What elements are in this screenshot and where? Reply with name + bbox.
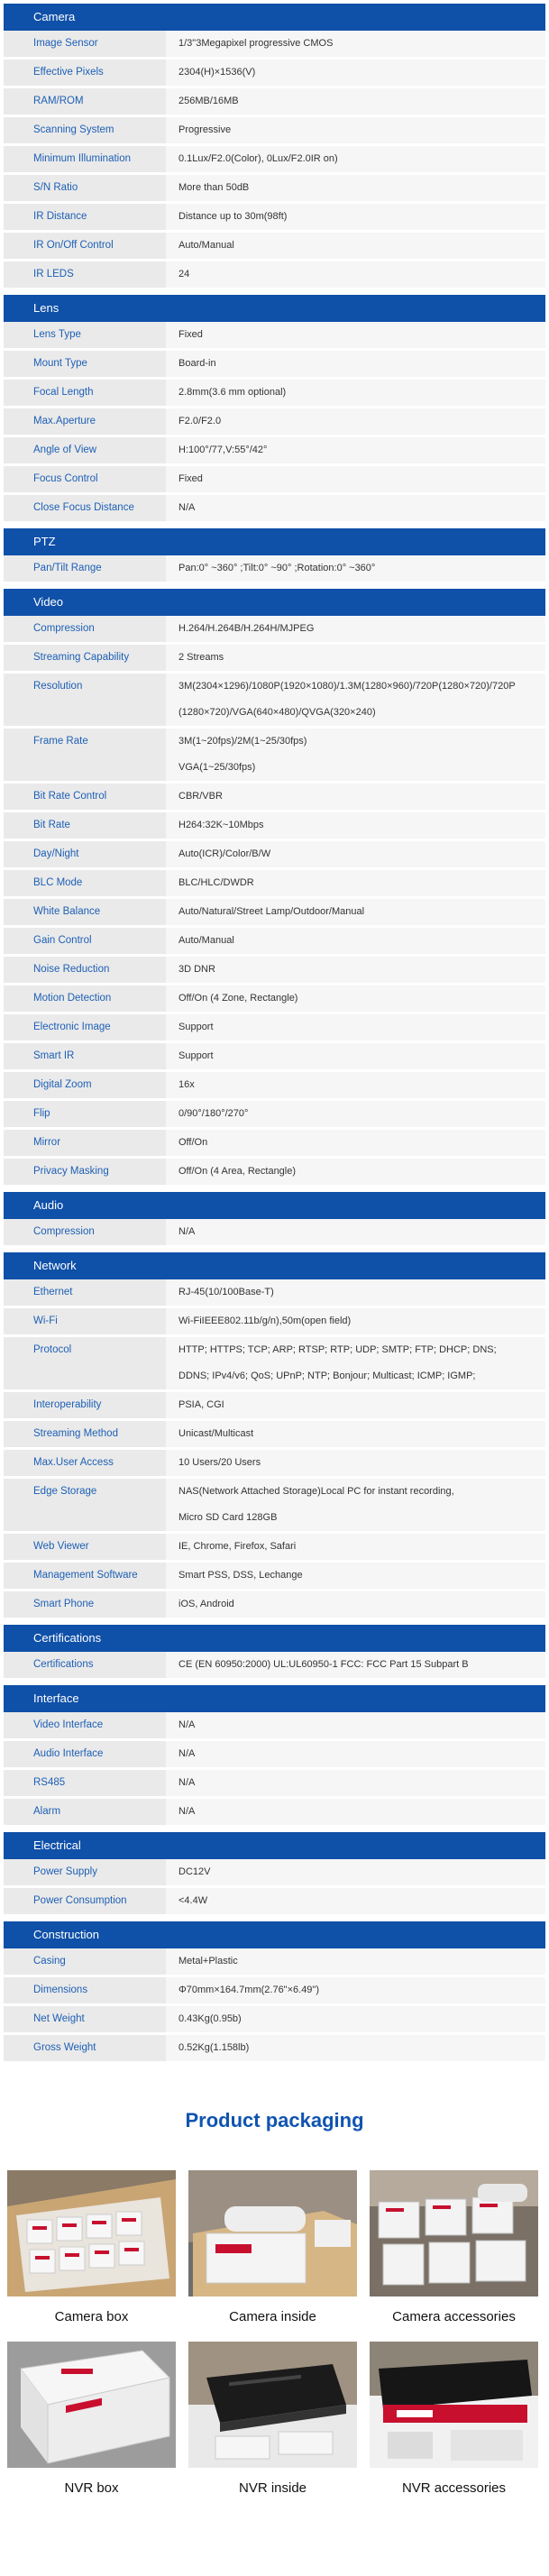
spec-label: Bit Rate <box>4 812 166 839</box>
spec-label: Net Weight <box>4 2006 166 2032</box>
camera-inside-photo <box>188 2170 357 2296</box>
spec-label: Mirror <box>4 1130 166 1156</box>
spec-row <box>4 555 545 584</box>
spec-value-line: Unicast/Multicast <box>178 1428 254 1439</box>
spec-value-line: N/A <box>178 1777 196 1788</box>
spec-section <box>4 589 545 1187</box>
spec-row <box>4 233 545 261</box>
spec-value <box>166 1130 545 1156</box>
spec-row <box>4 1159 545 1187</box>
spec-value <box>166 1859 545 1885</box>
spec-value-line: Pan:0° ~360° ;Tilt:0° ~90° ;Rotation:0° ~360° <box>178 563 376 573</box>
spec-value <box>166 899 545 925</box>
spec-value <box>166 408 545 435</box>
spec-value <box>166 1279 545 1306</box>
spec-value <box>166 466 545 492</box>
spec-value-line: H.264/H.264B/H.264H/MJPEG <box>178 623 315 634</box>
spec-row <box>4 1534 545 1563</box>
spec-value <box>166 1534 545 1560</box>
spec-value-line: HTTP; HTTPS; TCP; ARP; RTSP; RTP; UDP; SMTP; FTP; DHCP; DNS; <box>178 1344 497 1355</box>
spec-section <box>4 1685 545 1828</box>
spec-value-line: Support <box>178 1022 214 1032</box>
spec-value-line: 3D DNR <box>178 964 215 975</box>
spec-label: RAM/ROM <box>4 88 166 115</box>
spec-row <box>4 351 545 380</box>
spec-label: Digital Zoom <box>4 1072 166 1098</box>
section-header: Certifications <box>4 1625 545 1652</box>
spec-value-line: Auto/Manual <box>178 935 234 946</box>
spec-value-line: 0/90°/180°/270° <box>178 1108 249 1119</box>
spec-row <box>4 380 545 408</box>
spec-value-line: NAS(Network Attached Storage)Local PC for instant recording, <box>178 1486 454 1497</box>
spec-value <box>166 88 545 115</box>
spec-value <box>166 1450 545 1476</box>
spec-label: Frame Rate <box>4 729 166 781</box>
spec-label: Minimum Illumination <box>4 146 166 172</box>
spec-value-line: Fixed <box>178 473 203 484</box>
section-header: Interface <box>4 1685 545 1712</box>
spec-label: Edge Storage <box>4 1479 166 1531</box>
spec-label: Focus Control <box>4 466 166 492</box>
spec-value-line: Progressive <box>178 124 232 135</box>
spec-row <box>4 204 545 233</box>
spec-value-line: 10 Users/20 Users <box>178 1457 261 1468</box>
spec-label: Compression <box>4 616 166 642</box>
spec-label: Mount Type <box>4 351 166 377</box>
spec-label: Effective Pixels <box>4 60 166 86</box>
spec-value-line: F2.0/F2.0 <box>178 416 222 426</box>
spec-section <box>4 295 545 524</box>
spec-value <box>166 1159 545 1185</box>
spec-value-line: RJ-45(10/100Base-T) <box>178 1287 274 1297</box>
spec-value-line: CBR/VBR <box>178 791 223 802</box>
packaging-tile <box>370 2170 538 2342</box>
spec-row <box>4 1563 545 1591</box>
spec-row <box>4 1337 545 1392</box>
spec-row <box>4 784 545 812</box>
packaging-caption: Camera box <box>54 2309 129 2324</box>
spec-label: Flip <box>4 1101 166 1127</box>
spec-row <box>4 1591 545 1620</box>
spec-value <box>166 1479 545 1531</box>
packaging-caption: NVR accessories <box>401 2480 507 2496</box>
spec-row <box>4 928 545 957</box>
spec-row <box>4 1799 545 1828</box>
spec-label: Privacy Masking <box>4 1159 166 1185</box>
spec-row <box>4 322 545 351</box>
spec-label: Protocol <box>4 1337 166 1389</box>
spec-value-line: DDNS; IPv4/v6; QoS; UPnP; NTP; Bonjour; Multicast; ICMP; IGMP; <box>178 1371 476 1381</box>
spec-value-line: Off/On <box>178 1137 208 1148</box>
spec-value-line: 2.8mm(3.6 mm optional) <box>178 387 287 398</box>
spec-value-line: Auto/Natural/Street Lamp/Outdoor/Manual <box>178 906 365 917</box>
spec-value-line: IE, Chrome, Firefox, Safari <box>178 1541 297 1552</box>
spec-value-line: CE (EN 60950:2000) UL:UL60950-1 FCC: FCC Part 15 Subpart B <box>178 1659 469 1670</box>
spec-value-line: 3M(1~20fps)/2M(1~25/30fps) <box>178 736 307 747</box>
packaging-tile <box>7 2342 176 2513</box>
spec-section <box>4 4 545 290</box>
spec-value <box>166 437 545 463</box>
spec-value-line: 0.52Kg(1.158lb) <box>178 2042 250 2053</box>
spec-value <box>166 928 545 954</box>
spec-section <box>4 528 545 584</box>
spec-row <box>4 2035 545 2064</box>
spec-label: RS485 <box>4 1770 166 1796</box>
spec-value-line: 0.1Lux/F2.0(Color), 0Lux/F2.0IR on) <box>178 153 338 164</box>
spec-value-line: Micro SD Card 128GB <box>178 1512 278 1523</box>
spec-label: Lens Type <box>4 322 166 348</box>
spec-value-line: 24 <box>178 269 190 280</box>
section-header: Network <box>4 1252 545 1279</box>
spec-value <box>166 2006 545 2032</box>
spec-value <box>166 1072 545 1098</box>
spec-label: Alarm <box>4 1799 166 1825</box>
spec-label: Video Interface <box>4 1712 166 1738</box>
spec-label: S/N Ratio <box>4 175 166 201</box>
spec-label: Resolution <box>4 674 166 726</box>
spec-value-line: Smart PSS, DSS, Lechange <box>178 1570 303 1581</box>
spec-row <box>4 870 545 899</box>
spec-label: Ethernet <box>4 1279 166 1306</box>
spec-row <box>4 1888 545 1917</box>
spec-value-line: Board-in <box>178 358 216 369</box>
spec-value-line: 2304(H)×1536(V) <box>178 67 256 78</box>
spec-value-line: Off/On (4 Zone, Rectangle) <box>178 993 298 1004</box>
spec-page <box>0 4 549 2513</box>
spec-value-line: (1280×720)/VGA(640×480)/QVGA(320×240) <box>178 707 376 718</box>
spec-label: Max.User Access <box>4 1450 166 1476</box>
packaging-gallery <box>4 2170 545 2513</box>
spec-row <box>4 1712 545 1741</box>
spec-value <box>166 1712 545 1738</box>
spec-label: Streaming Method <box>4 1421 166 1447</box>
spec-row <box>4 261 545 290</box>
spec-value <box>166 1563 545 1589</box>
spec-value <box>166 2035 545 2061</box>
spec-value <box>166 1308 545 1334</box>
spec-value-line: N/A <box>178 1806 196 1817</box>
spec-value-line: VGA(1~25/30fps) <box>178 762 256 773</box>
spec-row <box>4 175 545 204</box>
spec-value <box>166 60 545 86</box>
spec-section <box>4 1192 545 1248</box>
spec-value-line: More than 50dB <box>178 182 250 193</box>
spec-label: IR Distance <box>4 204 166 230</box>
spec-row <box>4 1421 545 1450</box>
spec-value <box>166 495 545 521</box>
spec-value-line: N/A <box>178 1719 196 1730</box>
packaging-tile <box>370 2342 538 2513</box>
spec-label: Close Focus Distance <box>4 495 166 521</box>
spec-label: Wi-Fi <box>4 1308 166 1334</box>
spec-label: Angle of View <box>4 437 166 463</box>
spec-row <box>4 1043 545 1072</box>
spec-value <box>166 1888 545 1914</box>
spec-value <box>166 784 545 810</box>
spec-row <box>4 117 545 146</box>
spec-value-line: Support <box>178 1050 214 1061</box>
spec-value-line: H264:32K~10Mbps <box>178 820 264 830</box>
spec-label: Pan/Tilt Range <box>4 555 166 582</box>
packaging-caption: NVR box <box>64 2480 119 2496</box>
spec-value <box>166 1421 545 1447</box>
spec-label: Compression <box>4 1219 166 1245</box>
spec-row <box>4 408 545 437</box>
spec-value <box>166 380 545 406</box>
packaging-caption: Camera inside <box>229 2309 316 2324</box>
spec-value <box>166 146 545 172</box>
spec-value-line: 3M(2304×1296)/1080P(1920×1080)/1.3M(1280×960)/720P(1280×720)/720P <box>178 681 516 692</box>
spec-value <box>166 957 545 983</box>
section-header: Electrical <box>4 1832 545 1859</box>
spec-section <box>4 1832 545 1917</box>
spec-value <box>166 1014 545 1040</box>
spec-label: Bit Rate Control <box>4 784 166 810</box>
spec-value <box>166 31 545 57</box>
spec-value <box>166 261 545 288</box>
spec-value <box>166 1948 545 1975</box>
spec-row <box>4 899 545 928</box>
camera-box-photo <box>7 2170 176 2296</box>
spec-row <box>4 1130 545 1159</box>
spec-section <box>4 1252 545 1620</box>
spec-value <box>166 645 545 671</box>
packaging-tile <box>7 2170 176 2342</box>
spec-row <box>4 60 545 88</box>
spec-row <box>4 1279 545 1308</box>
section-header: PTZ <box>4 528 545 555</box>
spec-label: White Balance <box>4 899 166 925</box>
spec-row <box>4 88 545 117</box>
spec-value-line: Off/On (4 Area, Rectangle) <box>178 1166 297 1177</box>
spec-label: Dimensions <box>4 1977 166 2003</box>
spec-value-line: BLC/HLC/DWDR <box>178 877 254 888</box>
spec-label: Streaming Capability <box>4 645 166 671</box>
spec-row <box>4 674 545 729</box>
spec-value-line: 2 Streams <box>178 652 224 663</box>
nvr-inside-photo <box>188 2342 357 2468</box>
spec-sections <box>4 4 545 2064</box>
spec-row <box>4 146 545 175</box>
spec-value <box>166 204 545 230</box>
spec-value <box>166 812 545 839</box>
spec-value <box>166 555 545 582</box>
spec-value-line: N/A <box>178 1226 196 1237</box>
spec-label: Image Sensor <box>4 31 166 57</box>
spec-label: Management Software <box>4 1563 166 1589</box>
spec-value <box>166 1770 545 1796</box>
spec-row <box>4 1977 545 2006</box>
spec-value <box>166 1392 545 1418</box>
spec-label: Smart IR <box>4 1043 166 1069</box>
spec-value-line: Distance up to 30m(98ft) <box>178 211 288 222</box>
spec-value-line: 16x <box>178 1079 195 1090</box>
spec-label: Interoperability <box>4 1392 166 1418</box>
spec-label: Electronic Image <box>4 1014 166 1040</box>
spec-label: Power Consumption <box>4 1888 166 1914</box>
spec-section <box>4 1921 545 2064</box>
spec-value-line: 256MB/16MB <box>178 96 239 106</box>
section-header: Video <box>4 589 545 616</box>
spec-value <box>166 1799 545 1825</box>
spec-value-line: Metal+Plastic <box>178 1956 238 1966</box>
spec-value-line: DC12V <box>178 1866 211 1877</box>
nvr-accessories-photo <box>370 2342 538 2468</box>
spec-label: Motion Detection <box>4 985 166 1012</box>
spec-row <box>4 1014 545 1043</box>
spec-row <box>4 1479 545 1534</box>
spec-row <box>4 645 545 674</box>
nvr-box-photo <box>7 2342 176 2468</box>
spec-label: Max.Aperture <box>4 408 166 435</box>
spec-value <box>166 1741 545 1767</box>
spec-label: BLC Mode <box>4 870 166 896</box>
spec-row <box>4 1072 545 1101</box>
spec-value-line: N/A <box>178 1748 196 1759</box>
packaging-title: Product packaging <box>185 2109 364 2131</box>
spec-label: Gross Weight <box>4 2035 166 2061</box>
spec-label: Audio Interface <box>4 1741 166 1767</box>
spec-row <box>4 1859 545 1888</box>
spec-row <box>4 1741 545 1770</box>
packaging-tile <box>188 2342 357 2513</box>
spec-value <box>166 1219 545 1245</box>
spec-row <box>4 31 545 60</box>
section-header: Construction <box>4 1921 545 1948</box>
spec-value <box>166 1591 545 1618</box>
spec-row <box>4 1450 545 1479</box>
spec-value <box>166 729 545 781</box>
spec-value <box>166 1043 545 1069</box>
spec-row <box>4 985 545 1014</box>
spec-value-line: 1/3"3Megapixel progressive CMOS <box>178 38 334 49</box>
section-header: Audio <box>4 1192 545 1219</box>
spec-label: Noise Reduction <box>4 957 166 983</box>
spec-value <box>166 841 545 867</box>
spec-label: Casing <box>4 1948 166 1975</box>
spec-value <box>166 870 545 896</box>
spec-row <box>4 1948 545 1977</box>
spec-label: Gain Control <box>4 928 166 954</box>
spec-label: Certifications <box>4 1652 166 1678</box>
spec-value <box>166 175 545 201</box>
spec-row <box>4 812 545 841</box>
spec-row <box>4 1308 545 1337</box>
spec-value <box>166 117 545 143</box>
section-header: Lens <box>4 295 545 322</box>
spec-value-line: Auto(ICR)/Color/B/W <box>178 848 271 859</box>
spec-label: Day/Night <box>4 841 166 867</box>
camera-accessories-photo <box>370 2170 538 2296</box>
spec-value-line: PSIA, CGI <box>178 1399 224 1410</box>
spec-row <box>4 1770 545 1799</box>
spec-row <box>4 616 545 645</box>
spec-value-line: 0.43Kg(0.95b) <box>178 2013 242 2024</box>
spec-value <box>166 1337 545 1389</box>
spec-label: Power Supply <box>4 1859 166 1885</box>
spec-value-line: <4.4W <box>178 1895 208 1906</box>
spec-row <box>4 495 545 524</box>
spec-row <box>4 1652 545 1681</box>
spec-value-line: N/A <box>178 502 196 513</box>
spec-label: Web Viewer <box>4 1534 166 1560</box>
spec-value <box>166 1977 545 2003</box>
spec-label: IR On/Off Control <box>4 233 166 259</box>
spec-row <box>4 1101 545 1130</box>
spec-value-line: Fixed <box>178 329 203 340</box>
spec-value <box>166 616 545 642</box>
spec-value <box>166 1101 545 1127</box>
spec-value <box>166 985 545 1012</box>
packaging-caption: Camera accessories <box>392 2309 516 2324</box>
spec-label: Focal Length <box>4 380 166 406</box>
spec-row <box>4 1219 545 1248</box>
spec-section <box>4 1625 545 1681</box>
spec-row <box>4 437 545 466</box>
section-header: Camera <box>4 4 545 31</box>
spec-row <box>4 2006 545 2035</box>
spec-value <box>166 322 545 348</box>
packaging-caption: NVR inside <box>238 2480 307 2496</box>
spec-label: IR LEDS <box>4 261 166 288</box>
spec-value-line: Wi-FiIEEE802.11b/g/n),50m(open field) <box>178 1316 352 1326</box>
spec-value-line: Φ70mm×164.7mm(2.76"×6.49") <box>178 1985 319 1995</box>
packaging-tile <box>188 2170 357 2342</box>
spec-row <box>4 1392 545 1421</box>
spec-value <box>166 233 545 259</box>
spec-row <box>4 957 545 985</box>
spec-value-line: Auto/Manual <box>178 240 234 251</box>
spec-row <box>4 729 545 784</box>
spec-row <box>4 466 545 495</box>
spec-value-line: H:100°/77,V:55°/42° <box>178 445 268 455</box>
spec-value-line: iOS, Android <box>178 1599 234 1609</box>
spec-label: Smart Phone <box>4 1591 166 1618</box>
spec-label: Scanning System <box>4 117 166 143</box>
spec-value <box>166 674 545 726</box>
spec-value <box>166 1652 545 1678</box>
spec-row <box>4 841 545 870</box>
spec-value <box>166 351 545 377</box>
